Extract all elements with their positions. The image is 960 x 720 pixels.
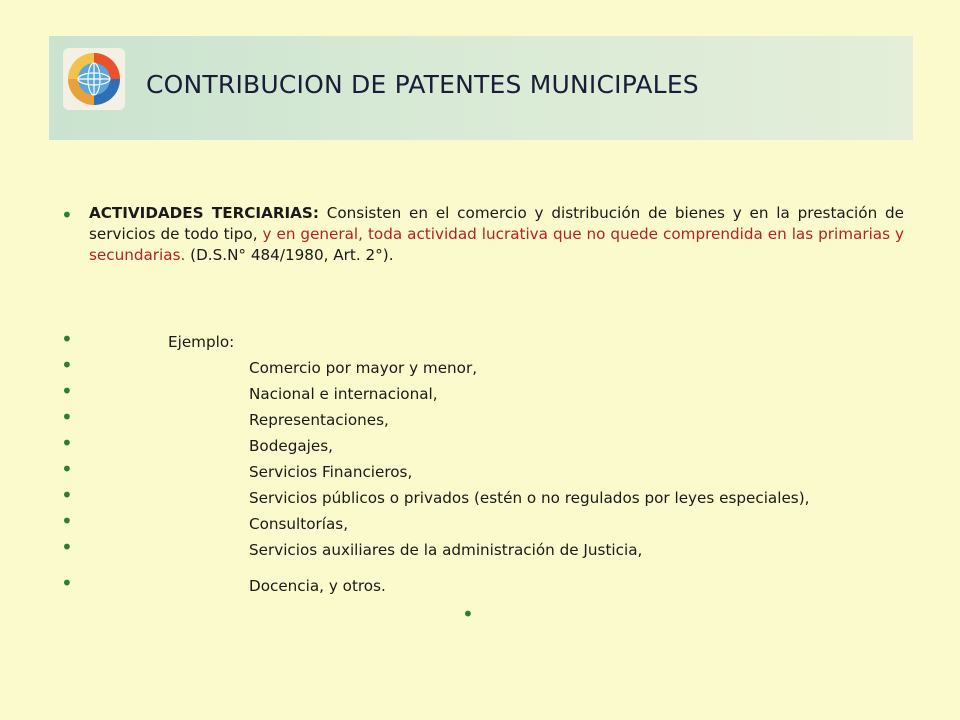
bullet-dot: • [61, 483, 73, 507]
bullet-dot: • [61, 327, 73, 351]
definition-highlight: y en general, toda actividad lucrativa que no quede comprendida en las primarias y secundarias. [89, 225, 904, 264]
legal-reference: (D.S.N° 484/1980, Art. 2°). [185, 246, 394, 264]
bullet-dot: • [462, 602, 474, 626]
title-banner [49, 36, 913, 140]
bullet-dot: • [61, 535, 73, 559]
bullet-dot: • [61, 405, 73, 429]
list-item: Servicios públicos o privados (estén o no regulados por leyes especiales), [249, 489, 810, 507]
bullet-dot: • [61, 457, 73, 481]
list-item: Nacional e internacional, [249, 385, 438, 403]
page-title: CONTRIBUCION DE PATENTES MUNICIPALES [146, 70, 699, 99]
example-label: Ejemplo: [168, 333, 235, 351]
term-label: ACTIVIDADES TERCIARIAS: [89, 204, 319, 222]
bullet-dot: • [61, 509, 73, 533]
list-item: Representaciones, [249, 411, 389, 429]
list-item: Servicios Financieros, [249, 463, 413, 481]
definition-text: Consisten en el comercio y distribución de bienes y en la prestación de servicios de todo tipo, [89, 204, 904, 243]
list-item: Comercio por mayor y menor, [249, 359, 478, 377]
bullet-dot: • [61, 571, 73, 595]
bullet-dot: • [61, 379, 73, 403]
bullet-dot: • [61, 431, 73, 455]
list-item: Bodegajes, [249, 437, 333, 455]
list-item: Servicios auxiliares de la administración de Justicia, [249, 541, 643, 559]
definition-paragraph [89, 203, 904, 266]
list-item: Consultorías, [249, 515, 349, 533]
bullet-dot: • [61, 203, 73, 227]
list-item: Docencia, y otros. [249, 577, 386, 595]
globe-hands-icon [63, 48, 125, 110]
bullet-dot: • [61, 353, 73, 377]
